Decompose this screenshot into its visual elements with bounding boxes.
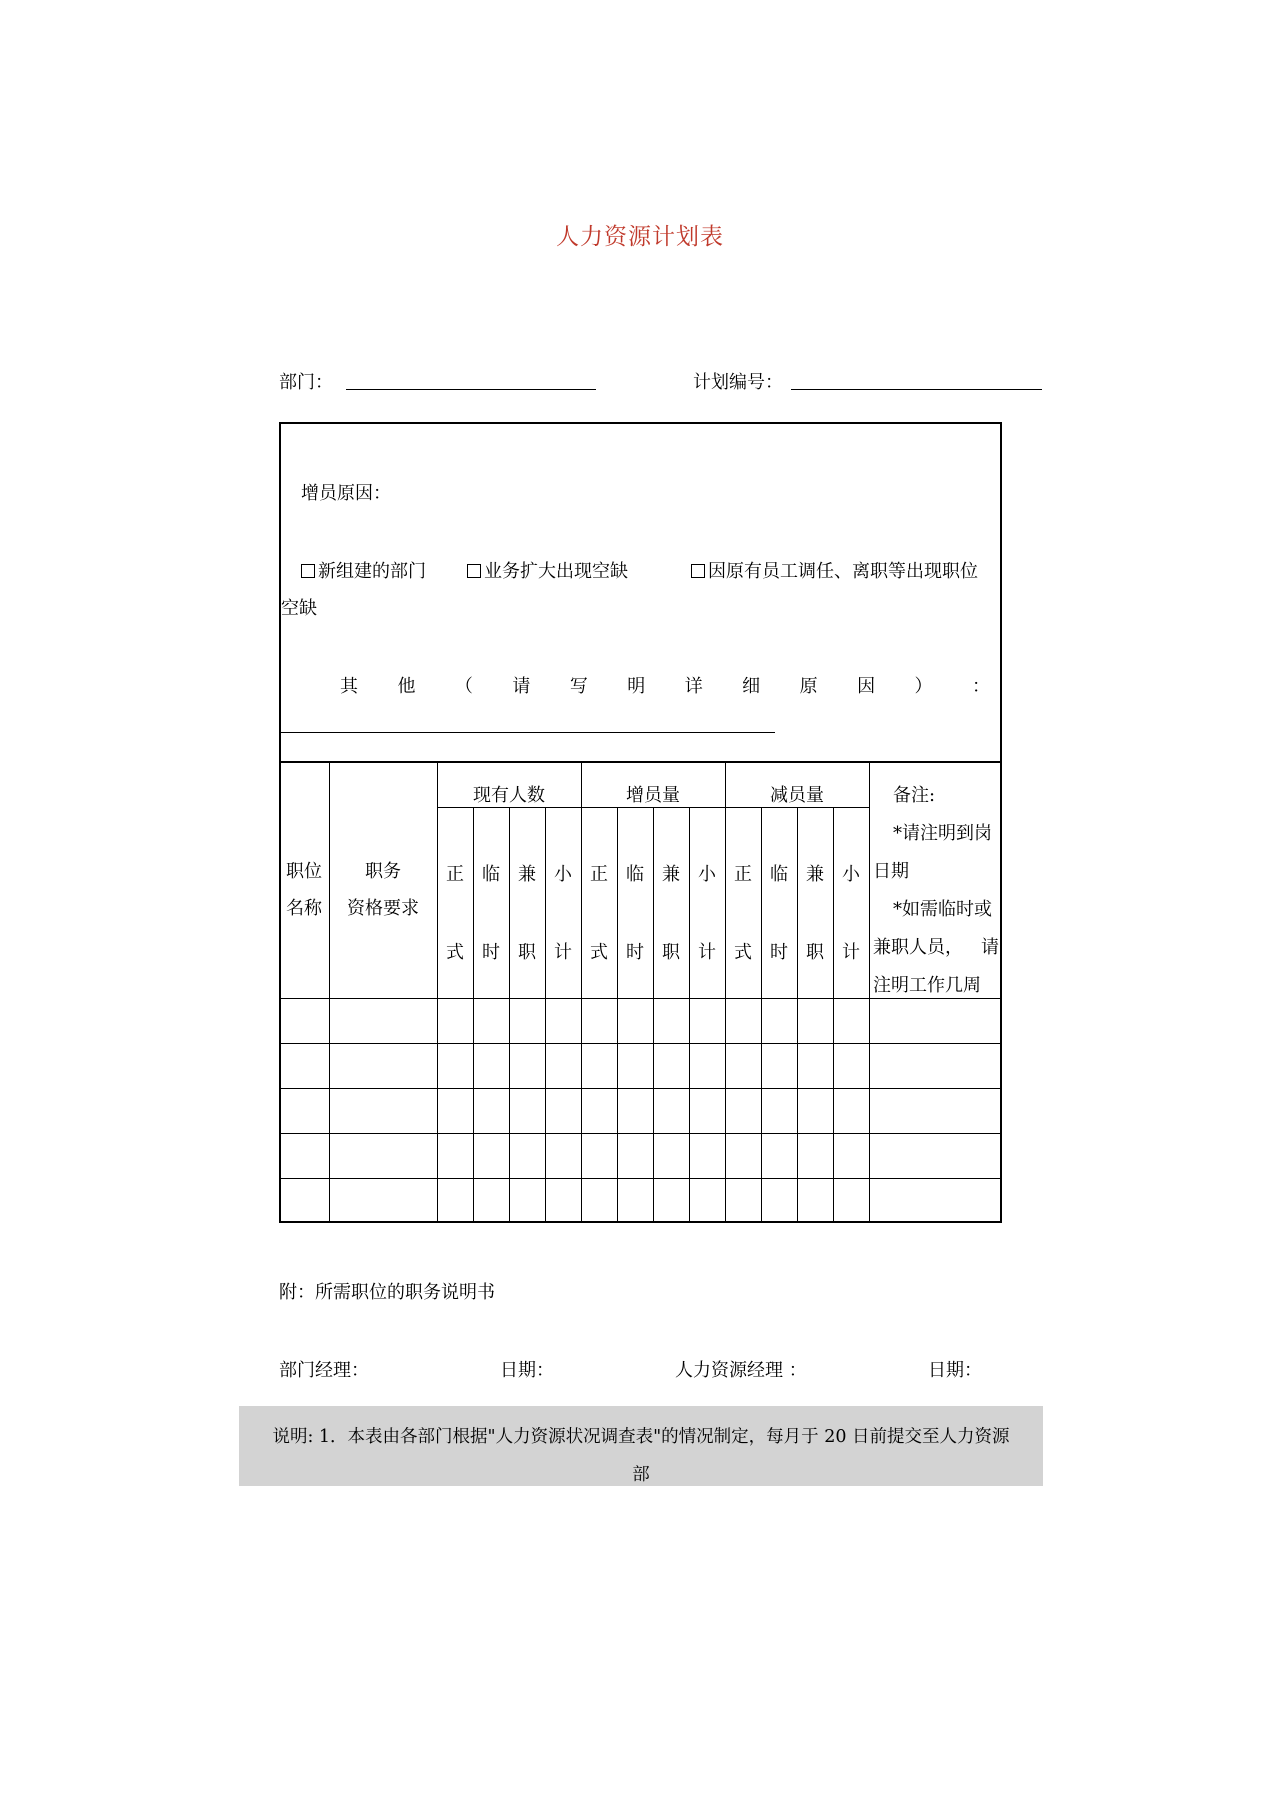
remarks-line: *请注明到岗 [893,823,992,844]
sub-header-char: 职 [806,942,824,963]
sub-header-char: 小 [554,864,572,885]
sub-header-char: 职 [518,942,536,963]
sub-header-char: 正 [590,864,608,885]
sub-header-char: 时 [626,942,644,963]
row-line [279,1178,1002,1179]
reason-option-expansion[interactable] [467,557,628,583]
date-label-1: 日期： [500,1360,554,1381]
plan-no-field[interactable] [791,389,1042,390]
col-line [869,761,870,1223]
hr-manager-label: 人力资源经理 ： [675,1360,807,1381]
other-char: ） [914,676,933,697]
dept-manager-label: 部门经理： [279,1360,369,1381]
option-label: 业务扩大出现空缺 [484,561,628,582]
reason-option-new-dept[interactable] [301,557,426,583]
row-line [279,1133,1002,1134]
checkbox-icon[interactable] [301,564,315,578]
other-char: 写 [569,676,588,697]
other-char: 因 [857,676,876,697]
sub-header-char: 临 [770,864,788,885]
remarks-label: 备注: [893,785,936,806]
option-label: 新组建的部门 [318,561,426,582]
header-text: 资格要求 [347,898,419,919]
remarks-line: 兼职人员， [873,937,963,958]
dept-label: 部门： [279,372,333,393]
date-label-2: 日期： [928,1360,982,1381]
col-header-qualification [329,857,437,920]
plan-no-label: 计划编号： [693,372,783,393]
note-line-1: 说明: 1．本表由各部门根据"人力资源状况调查表"的情况制定，每月于 20 日前提交至人力资源 [272,1427,1010,1447]
header-bottom-line [279,998,1002,999]
header-text: 名称 [286,898,322,919]
sub-header-char: 时 [770,942,788,963]
note-panel [239,1406,1043,1486]
attachment-note: 附：所需职位的职务说明书 [279,1282,495,1303]
remarks-line: *如需临时或 [893,899,992,920]
other-char: 他 [397,676,416,697]
other-reason-field[interactable] [281,732,775,733]
reason-label: 增员原因： [301,483,391,504]
reason-option-vacancy[interactable] [691,557,978,583]
reason-option-vacancy-wrap: 空缺 [281,598,317,619]
row-line [279,1043,1002,1044]
col-line [437,761,438,1223]
sub-header-char: 小 [698,864,716,885]
sub-header-char: 兼 [662,864,680,885]
sub-header-char: 兼 [518,864,536,885]
remarks-line: 注明工作几周 [873,975,981,996]
sub-header-char: 式 [734,942,752,963]
other-char: 其 [340,676,358,697]
sub-header-char: 计 [698,942,716,963]
other-char: 明 [627,676,646,697]
header-text: 职位 [286,861,322,882]
sub-header-char: 临 [626,864,644,885]
page-title: 人力资源计划表 [556,224,724,250]
group-header-increase: 增员量 [626,785,680,806]
sub-header-char: 式 [446,942,464,963]
sub-header-char: 临 [482,864,500,885]
col-line [329,761,330,1223]
col-line [725,761,726,1223]
note-line-2: 部 [632,1465,650,1485]
other-char: 细 [742,676,761,697]
checkbox-icon[interactable] [691,564,705,578]
sub-header-char: 兼 [806,864,824,885]
other-char: 请 [512,676,531,697]
sub-header-char: 式 [590,942,608,963]
section-divider [279,761,1002,763]
sub-header-char: 计 [842,942,860,963]
sub-header-char: 职 [662,942,680,963]
other-reason-label [340,672,990,698]
sub-header-char: 正 [446,864,464,885]
row-line [279,1088,1002,1089]
other-char: ： [971,676,990,697]
group-header-decrease: 减员量 [770,785,824,806]
col-header-position [279,857,329,920]
option-label: 因原有员工调任、离职等出现职位 [708,561,978,582]
col-line [581,761,582,1223]
sub-header-char: 小 [842,864,860,885]
checkbox-icon[interactable] [467,564,481,578]
other-char: （ [454,676,473,697]
other-char: 原 [799,676,818,697]
sub-header-char: 正 [734,864,752,885]
sub-header-char: 时 [482,942,500,963]
remarks-line: 请 [981,937,999,958]
remarks-line: 日期 [873,861,909,882]
sub-header-char: 计 [554,942,572,963]
other-char: 详 [684,676,703,697]
dept-field[interactable] [346,389,596,390]
header-text: 职务 [365,861,401,882]
group-header-current: 现有人数 [473,785,545,806]
